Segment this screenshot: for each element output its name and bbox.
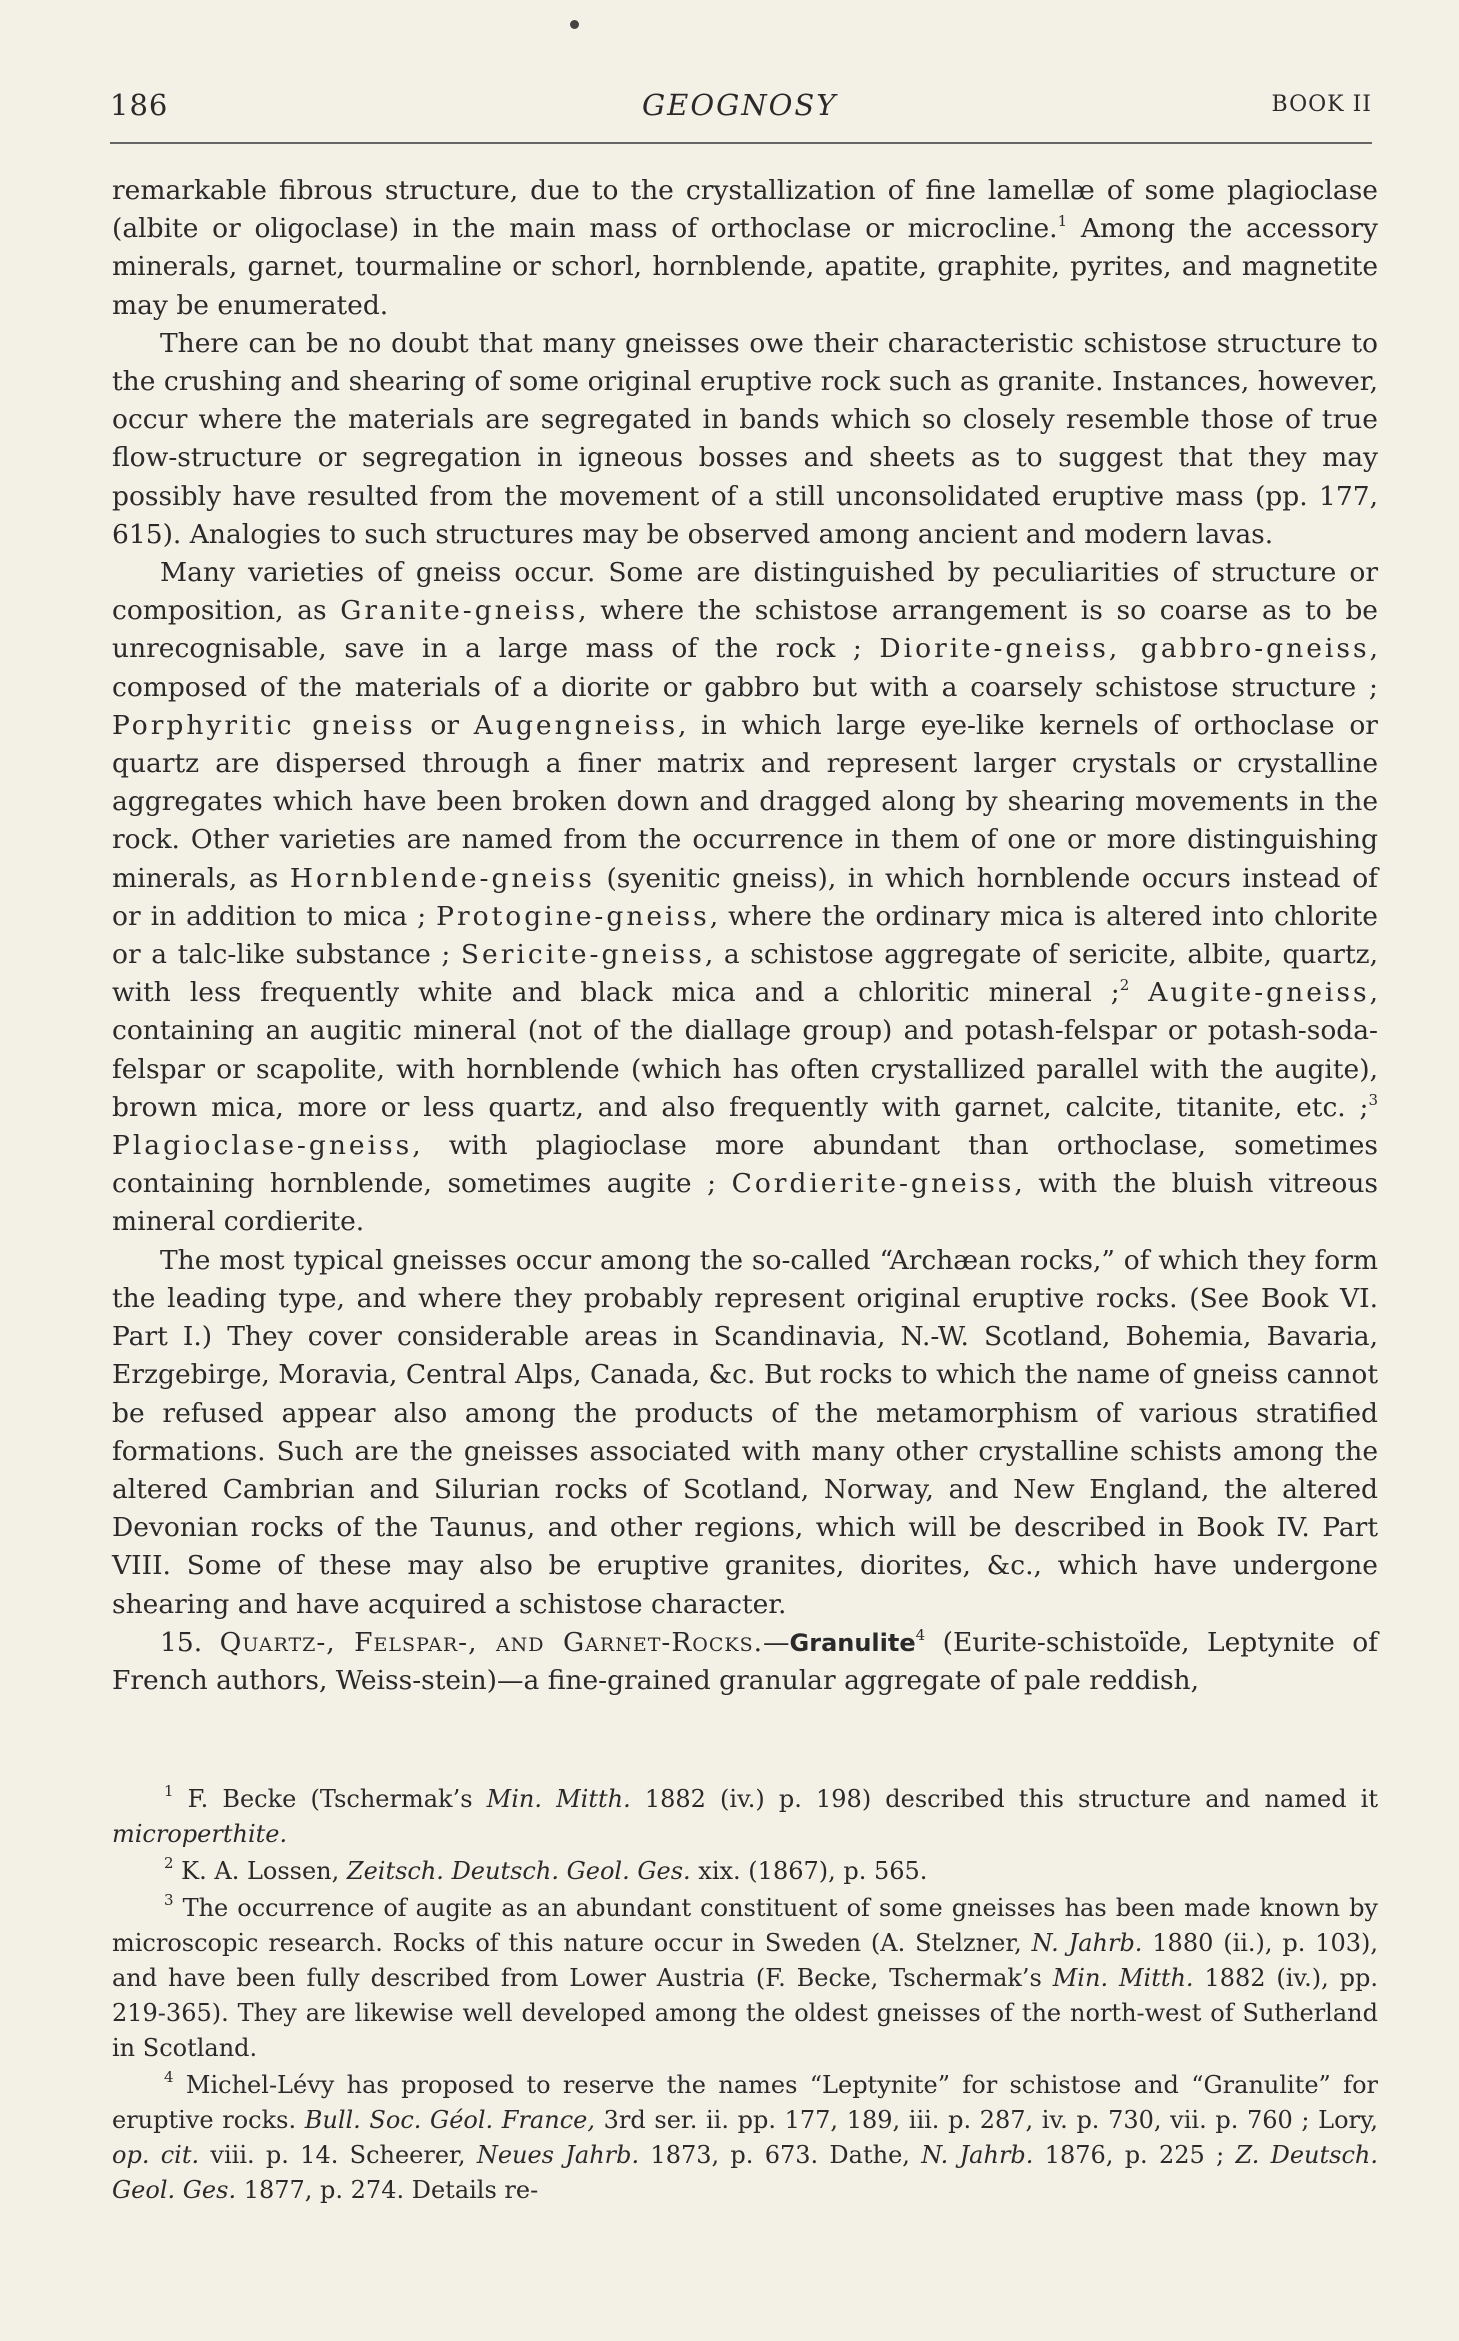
header-rule <box>110 142 1372 144</box>
footnote-3: $^3$ The occurrence of augite as an abundant constituent of some gneisses has been made known by microscopic research. Rocks of this nature occur in Sweden (A. Stelzner, N. Jahrb. 1880 (ii.), p. 103), and have been fully described from Lower Austria (F. Becke, Tschermak’s Min. Mitth. 1882 (iv.), pp. 219-365). They are likewise well developed among the oldest gneisses of the north-west of Sutherland in Scotland. <box>112 1891 1379 2062</box>
footnote-ref-1: 1 <box>1057 212 1068 231</box>
term-plagioclase-gneiss: Plagioclase-gneiss <box>112 1130 413 1162</box>
term-diorite-gneiss: Diorite-gneiss, gabbro-gneiss <box>879 633 1370 665</box>
section-heading: Quartz-, Felspar-, and Garnet-Rocks. <box>219 1626 764 1658</box>
term-granite-gneiss: Granite-gneiss <box>340 595 579 627</box>
term-augite-gneiss: Augite-gneiss <box>1148 977 1370 1009</box>
body-text <box>112 172 1378 1700</box>
term-augengneiss: Augengneiss <box>473 709 679 741</box>
footnotes <box>112 1782 1378 2208</box>
section-number: 15. <box>160 1626 220 1658</box>
page-number: 186 <box>110 88 169 122</box>
footnote-2: $^2$ K. A. Lossen, Zeitsch. Deutsch. Geol. Ges. xix. (1867), p. 565. <box>164 1854 928 1885</box>
paragraph-5: 15. Quartz-, Felspar-, and Garnet-Rocks.—Granulite$^4$ (Eurite-schistoïde, Leptynite of French authors, Weiss-stein)—a fine-grained granular aggregate of pale reddish, <box>112 1625 1378 1696</box>
footnote-ref-4: 4 <box>915 1625 926 1644</box>
footnote-ref-3: 3 <box>1368 1090 1378 1109</box>
running-title: GEOGNOSY <box>642 88 838 122</box>
term-porphyritic-gneiss: Porphyritic gneiss <box>112 709 416 741</box>
paragraph-3: Many varieties of gneiss occur. Some are distinguished by peculiarities of structure or composition, as Granite-gneiss, where the schistose arrangement is so coarse as to be unrecognisable, save in a large mass of the rock ; Diorite-gneiss, gabbro-gneiss, composed of the materials of a diorite or gabbro but with a coarsely schistose structure ; Porphyritic gneiss or Augengneiss, in which large eye-like kernels of orthoclase or quartz are dispersed through a finer matrix and represent larger crystals or crystalline aggregates which have been broken down and dragged along by shearing movements in the rock. Other varieties are named from the occurrence in them of one or more distinguishing minerals, as Hornblende-gneiss (syenitic gneiss), in which hornblende occurs instead of or in addition to mica ; Protogine-gneiss, where the ordinary mica is altered into chlorite or a talc-like substance ; Sericite-gneiss, a schistose aggregate of sericite, albite, quartz, with less frequently white and black mica and a chloritic mineral ;$^2$ Augite-gneiss, containing an augitic mineral (not of the diallage group) and potash-felspar or potash-soda-felspar or scapolite, with hornblende (which has often crystallized parallel with the augite), brown mica, more or less quartz, and also frequently with garnet, calcite, titanite, etc. ;$^3$ Plagioclase-gneiss, with plagioclase more abundant than orthoclase, sometimes containing hornblende, sometimes augite ; Cordierite-gneiss, with the bluish vitreous mineral cordierite. <box>112 557 1378 1238</box>
running-header <box>110 88 1372 128</box>
book-label: BOOK II <box>1271 92 1372 117</box>
term-sericite-gneiss: Sericite-gneiss <box>460 939 705 971</box>
term-cordierite-gneiss: Cordierite-gneiss <box>731 1168 1015 1200</box>
paragraph-2: There can be no doubt that many gneisses owe their characteristic schistose structure to the crushing and shearing of some original eruptive rock such as granite. Instances, however, occur where the materials are segregated in bands which so closely resemble those of true flow-structure or segregation in igneous bosses and sheets as to suggest that they may possibly have resulted from the movement of a still unconsolidated eruptive mass (pp. 177, 615). Analogies to such structures may be observed among ancient and modern lavas. <box>112 327 1378 550</box>
paragraph-1: remarkable fibrous structure, due to the crystallization of fine lamellæ of some plagioclase (albite or oligoclase) in the main mass of orthoclase or microcline.$^1$ Among the accessory minerals, garnet, tourmaline or schorl, hornblende, apatite, graphite, pyrites, and magnetite may be enumerated. <box>112 175 1378 321</box>
paragraph-4: The most typical gneisses occur among the so-called “Archæan rocks,” of which they form the leading type, and where they probably represent original eruptive rocks. (See Book VI. Part I.) They cover considerable areas in Scandinavia, N.-W. Scotland, Bohemia, Bavaria, Erzgebirge, Moravia, Central Alps, Canada, &c. But rocks to which the name of gneiss cannot be refused appear also among the products of the metamorphism of various stratified formations. Such are the gneisses associated with many other crystalline schists among the altered Cambrian and Silurian rocks of Scotland, Norway, and New England, the altered Devonian rocks of the Taunus, and other regions, which will be described in Book IV. Part VIII. Some of these may also be eruptive granites, diorites, &c., which have undergone shearing and have acquired a schistose character. <box>112 1244 1378 1620</box>
term-granulite: Granulite <box>789 1628 916 1657</box>
term-hornblende-gneiss: Hornblende-gneiss <box>289 862 595 894</box>
footnote-4: $^4$ Michel-Lévy has proposed to reserve the names “Leptynite” for schistose and “Granulite” for eruptive rocks. Bull. Soc. Géol. France, 3rd ser. ii. pp. 177, 189, iii. p. 287, iv. p. 730, vii. p. 760 ; Lory, op. cit. viii. p. 14. Scheerer, Neues Jahrb. 1873, p. 673. Dathe, N. Jahrb. 1876, p. 225 ; Z. Deutsch. Geol. Ges. 1877, p. 274. Details re- <box>112 2068 1379 2204</box>
footnote-ref-2: 2 <box>1119 976 1130 995</box>
footnote-1: $^1$ F. Becke (Tschermak’s Min. Mitth. 1882 (iv.) p. 198) described this structure and named it microperthite. <box>112 1782 1379 1848</box>
print-speck <box>570 20 579 29</box>
term-protogine-gneiss: Protogine-gneiss <box>436 900 710 932</box>
